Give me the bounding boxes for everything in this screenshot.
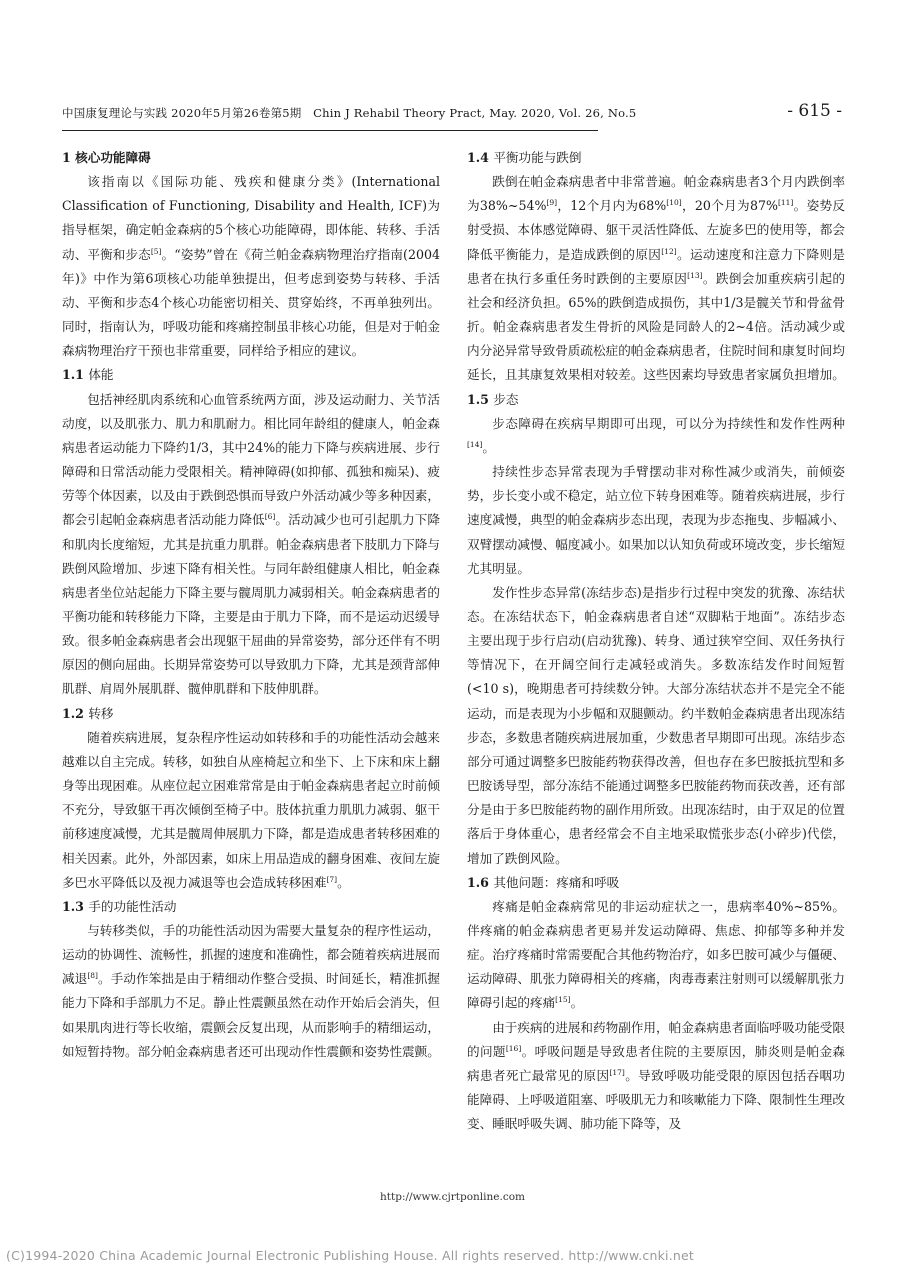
body-paragraph: [467, 170, 845, 387]
paragraph-text: 。手动作笨拙是由于精细动作整合受损、时间延长，精准抓握能力下降和手部肌力不足。静止性震颤虽然在动作开始后会消失，但如果肌肉进行等长收缩，震颤会反复出现，从而影响手的精细运动，如短暂持物。部分帕金森病患者还可出现动作性震颤和姿势性震颤。: [62, 971, 441, 1059]
subsection-title: 体能: [88, 367, 114, 383]
subsection-number: 1.2: [62, 705, 84, 721]
citation-ref[interactable]: [6]: [264, 512, 276, 522]
subsection-title: 手的功能性活动: [88, 898, 177, 914]
header-rule: [62, 130, 598, 131]
body-paragraph: [467, 1016, 845, 1137]
citation-ref[interactable]: [7]: [326, 874, 338, 884]
subsection-number: 1.1: [62, 367, 84, 383]
paragraph-text: 。呼吸问题是导致患者住院的主要原因，肺炎则是帕金森病患者死亡最常见的原因: [467, 1043, 846, 1083]
paragraph-text: 。“姿势”曾在《荷兰帕金森病物理治疗指南(2004年)》中作为第6项核心功能单独提出，但考虑到姿势与转移、手活动、平衡和步态4个核心功能密切相关、贯穿始终，不再单独列出。同时，指南认为，呼吸功能和疼痛控制虽非核心功能，但是对于帕金森病物理治疗干预也非常重要，同样给予相应的建议。: [62, 246, 440, 359]
paragraph-text: 由于疾病的进展和药物副作用，帕金森病患者面临呼吸功能受限的问题: [467, 1019, 845, 1059]
subsection-heading: [467, 146, 845, 170]
paragraph-text: ，12个月内为68%: [557, 198, 667, 214]
journal-citation: 中国康复理论与实践 2020年5月第26卷第5期 Chin J Rehabil Theory Pract, May. 2020, Vol. 26, No.5: [62, 106, 637, 120]
paragraph-text: 发作性步态异常(冻结步态)是指步行过程中突发的犹豫、冻结状态。在冻结状态下，帕金森病患者自述“双脚粘于地面”。冻结步态主要出现于步行启动(启动犹豫)、转身、通过狭窄空间、双任务执行等情况下，在开阔空间行走减轻或消失。多数冻结发作时间短暂(<10 s)，晚期患者可持续数分钟。大部分冻结状态并不是完全不能运动，而是表现为小步幅和双腿颤动。约半数帕金森病患者出现冻结步态，多数患者随疾病进展加重，少数患者早期即可出现。冻结步态部分可通过调整多巴胺能药物获得改善，但也存在多巴胺抵抗型和多巴胺诱导型，部分冻结不能通过调整多巴胺能药物而获改善，还有部分是由于多巴胺能药物的副作用所致。出现冻结时，由于双足的位置落后于身体重心，患者经常会不自主地采取慌张步态(小碎步)代偿，增加了跌倒风险。: [467, 584, 845, 866]
paragraph-text: 。导致呼吸功能受限的原因包括吞咽功能障碍、上呼吸道阻塞、呼吸肌无力和咳嗽能力下降、限制性生理改变、睡眠呼吸失调、肺功能下降等，及: [467, 1067, 846, 1132]
subsection-heading: [467, 871, 845, 895]
citation-ref[interactable]: [9]: [546, 198, 558, 208]
subsection-title: 平衡功能与跌倒: [493, 150, 582, 165]
subsection-number: 1.4: [467, 150, 489, 165]
paragraph-text: 包括神经肌肉系统和心血管系统两方面，涉及运动耐力、关节活动度，以及肌张力、肌力和肌耐力。相比同年龄组的健康人，帕金森病患者运动能力下降约1/3，其中24%的能力下降与疾病进展、步行障碍和日常活动能力受限相关。精神障碍(如抑郁、孤独和痴呆)、疲劳等个体因素，以及由于跌倒恐惧而导致户外活动减少等多种因素，都会引起帕金森病患者活动能力降低: [62, 391, 440, 528]
body-paragraph: [62, 388, 440, 702]
paragraph-text: 随着疾病进展，复杂程序性运动如转移和手的功能性活动会越来越难以自主完成。转移，如独自从座椅起立和坐下、上下床和床上翻身等出现困难。从座位起立困难常常是由于帕金森病患者起立时前倾不充分，导致躯干再次倾倒至椅子中。肢体抗重力肌肌力减弱、躯干前移速度减慢，尤其是髋周伸展肌力下降，都是造成患者转移困难的相关因素。此外，外部因素，如床上用品造成的翻身困难、夜间左旋多巴水平降低以及视力减退等也会造成转移困难: [62, 729, 440, 890]
citation-ref[interactable]: [8]: [87, 971, 98, 981]
right-column: [467, 146, 845, 1136]
paragraph-text: 。: [482, 439, 495, 455]
body-paragraph: [467, 412, 845, 460]
subsection-heading: [467, 388, 845, 412]
paragraph-text: 。姿势反射受损、本体感觉障碍、躯干灵活性降低、左旋多巴的使用等，都会降低平衡能力，是造成跌倒的原因: [467, 198, 845, 262]
running-header: [62, 103, 842, 127]
citation-ref[interactable]: [15]: [555, 995, 571, 1005]
subsection-heading: [62, 702, 440, 726]
subsection-heading: [62, 895, 440, 919]
copyright-watermark: (C)1994-2020 China Academic Journal Electronic Publishing House. All rights reserved. http://www.cnki.net: [6, 1248, 694, 1263]
subsection-title: 转移: [88, 705, 114, 721]
citation-ref[interactable]: [16]: [505, 1043, 522, 1053]
paragraph-text: 。跌倒会加重疾病引起的社会和经济负担。65%的跌倒造成损伤，其中1/3是髋关节和骨盆骨折。帕金森病患者发生骨折的风险是同龄人的2~4倍。活动减少或内分泌异常导致骨质疏松症的帕金森病患者，住院时间和康复时间均延长，且其康复效果相对较差。这些因素均导致患者家属负担增加。: [467, 270, 846, 383]
subsection-heading: [62, 363, 440, 387]
paragraph-text: ，20个月为87%: [681, 198, 778, 214]
citation-ref[interactable]: [14]: [467, 439, 483, 449]
footer-url[interactable]: http://www.cjrtponline.com: [380, 1191, 525, 1203]
section-heading: 1 核心功能障碍: [62, 150, 151, 165]
body-paragraph: [62, 919, 440, 1064]
paragraph-text: 步态障碍在疾病早期即可出现，可以分为持续性和发作性两种: [492, 415, 845, 431]
subsection-number: 1.3: [62, 898, 84, 914]
citation-ref[interactable]: [12]: [661, 246, 677, 256]
paragraph-text: 跌倒在帕金森病患者中非常普遍。帕金森病患者3个月内跌倒率为38%~54%: [467, 174, 845, 214]
paragraph-text: 。: [337, 874, 350, 890]
left-column: [62, 146, 440, 1064]
page-number: - 615 -: [787, 101, 842, 121]
citation-ref[interactable]: [10]: [666, 198, 682, 208]
citation-ref[interactable]: [11]: [777, 198, 794, 208]
subsection-number: 1.6: [467, 874, 489, 890]
paragraph-text: 。运动速度和注意力下降则是患者在执行多重任务时跌倒的主要原因: [467, 246, 846, 286]
subsection-title: 其他问题：疼痛和呼吸: [493, 874, 620, 890]
body-paragraph: [467, 460, 845, 581]
body-paragraph: [467, 895, 845, 1016]
body-paragraph: [62, 170, 440, 363]
paragraph-text: 持续性步态异常表现为手臂摆动非对称性减少或消失，前倾姿势，步长变小或不稳定，站立位下转身困难等。随着疾病进展，步行速度减慢，典型的帕金森病步态出现，表现为步态拖曳、步幅减小、双臂摆动减慢、幅度减小。如果加以认知负荷或环境改变，步长缩短尤其明显。: [467, 464, 845, 576]
citation-ref[interactable]: [13]: [687, 270, 703, 280]
citation-ref[interactable]: [5]: [150, 246, 162, 256]
subsection-number: 1.5: [467, 391, 489, 407]
body-paragraph: [62, 726, 440, 895]
body-paragraph: [467, 581, 845, 871]
paragraph-text: 该指南以《国际功能、残疾和健康分类》(International Classification of Functioning, Disability and Health, ICF)为指导框架，确定帕金森病的5个核心功能障碍，即体能、转移、手活动、平衡和步态: [62, 174, 440, 262]
subsection-title: 步态: [493, 391, 519, 407]
citation-ref[interactable]: [17]: [609, 1067, 625, 1077]
paragraph-text: 。: [570, 995, 584, 1011]
paragraph-text: 疼痛是帕金森病常见的非运动症状之一，患病率40%~85%。伴疼痛的帕金森病患者更易并发运动障碍、焦虑、抑郁等多种并发症。治疗疼痛时常需要配合其他药物治疗，如多巴胺可减少与僵硬、运动障碍、肌张力障碍相关的疼痛，肉毒毒素注射则可以缓解肌张力障碍引起的疼痛: [467, 898, 845, 1011]
paragraph-text: 。活动减少也可引起肌力下降和肌肉长度缩短，尤其是抗重力肌群。帕金森病患者下肢肌力下降与跌倒风险增加、步速下降有相关性。与同年龄组健康人相比，帕金森病患者坐位站起能力下降主要与髋周肌力减弱相关。帕金森病患者的平衡功能和转移能力下降，主要是由于肌力下降，而不是运动迟缓导致。很多帕金森病患者会出现躯干屈曲的异常姿势，部分还伴有不明原因的侧向屈曲。长期异常姿势可以导致肌力下降，尤其是颈背部伸肌群、肩周外展肌群、髋伸肌群和下肢伸肌群。: [62, 512, 441, 697]
paragraph-text: 与转移类似，手的功能性活动因为需要大量复杂的程序性运动，运动的协调性、流畅性，抓握的速度和准确性，都会随着疾病进展而减退: [62, 923, 440, 987]
